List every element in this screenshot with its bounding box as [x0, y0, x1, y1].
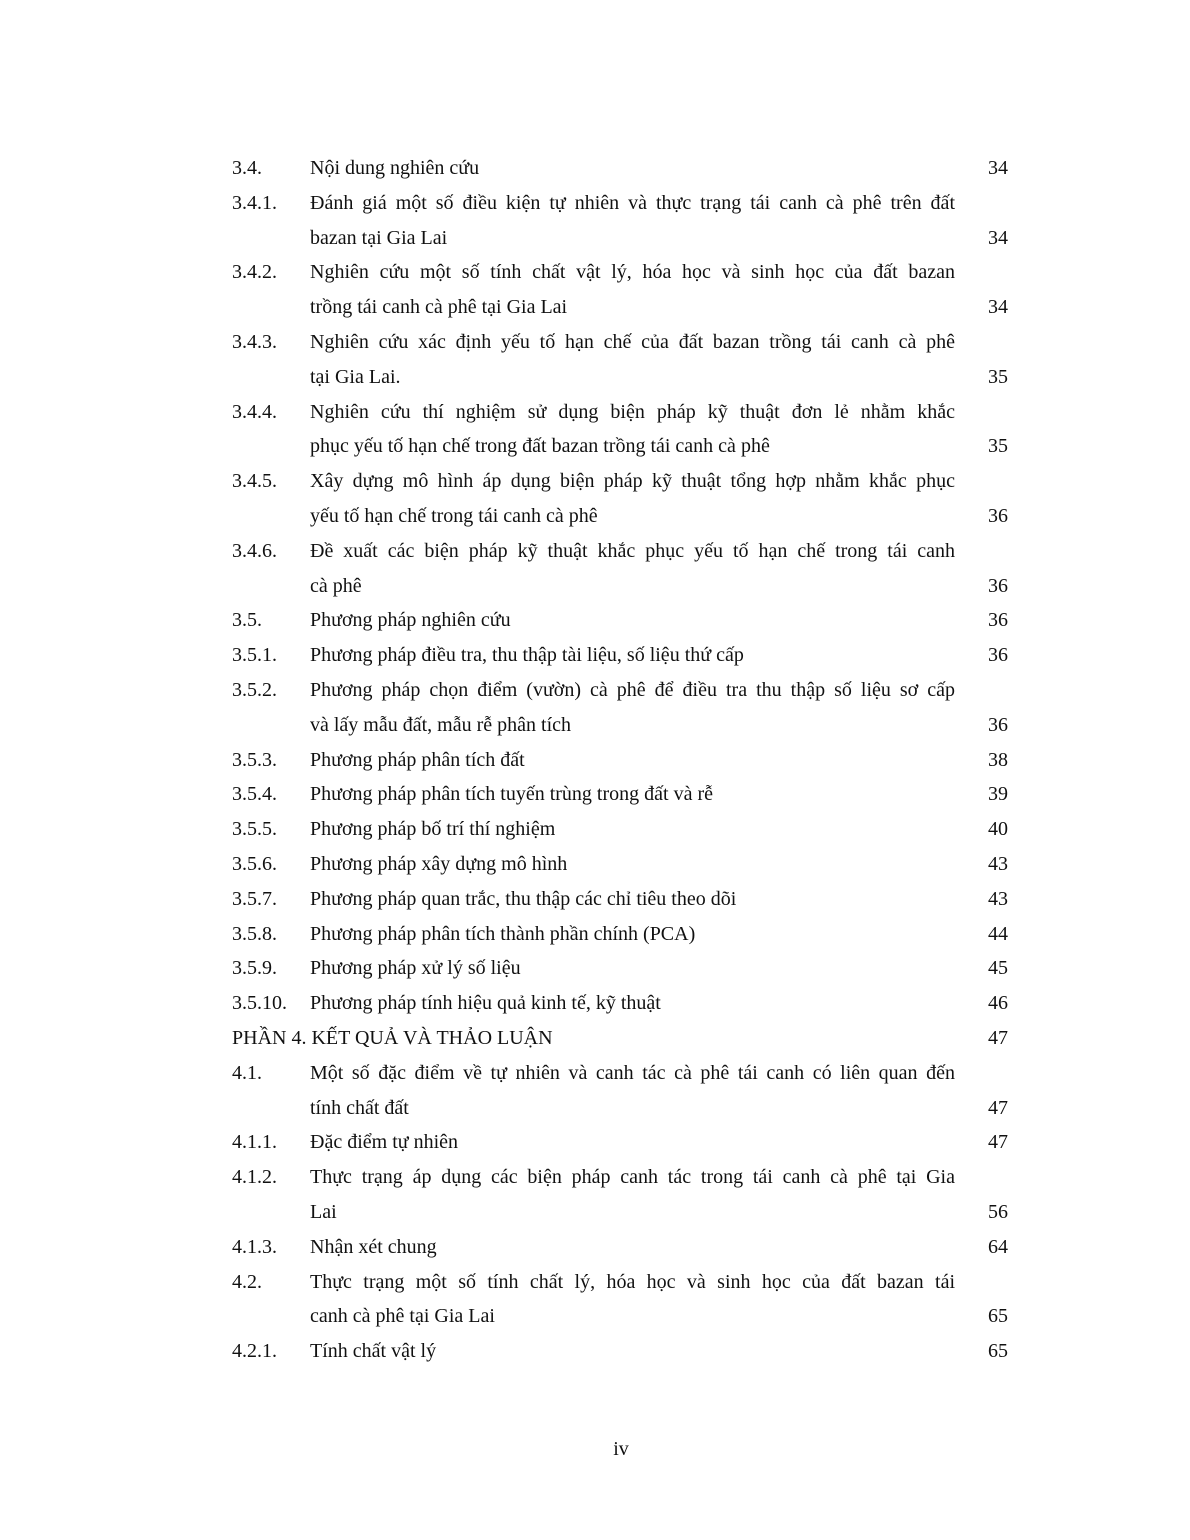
toc-section-title: và lấy mẫu đất, mẫu rễ phân tích — [310, 713, 572, 736]
toc-entry[interactable] — [232, 464, 1012, 534]
toc-section-title: Phương pháp bố trí thí nghiệm — [310, 818, 556, 841]
toc-entry[interactable] — [232, 603, 1012, 638]
toc-entry-line — [232, 1299, 1012, 1334]
toc-page-number: 46 — [988, 992, 1008, 1015]
toc-page-number: 44 — [988, 922, 1008, 945]
toc-entry-line — [232, 151, 1012, 186]
toc-entry[interactable] — [232, 534, 1012, 604]
toc-section-number: 3.5. — [232, 609, 262, 632]
toc-page-number: 47 — [988, 1131, 1008, 1154]
toc-entry[interactable] — [232, 1125, 1012, 1160]
toc-section-title: tính chất đất — [310, 1096, 409, 1119]
toc-page-number: 34 — [988, 226, 1008, 249]
toc-section-title: cà phê — [310, 574, 362, 597]
toc-page-number: 36 — [988, 609, 1008, 632]
toc-section-title: trồng tái canh cà phê tại Gia Lai — [310, 296, 568, 319]
toc-entry-line — [232, 777, 1012, 812]
toc-entry[interactable] — [232, 882, 1012, 917]
toc-page-number: 34 — [988, 296, 1008, 319]
toc-page-number: 45 — [988, 957, 1008, 980]
toc-page-number: 40 — [988, 818, 1008, 841]
toc-entry-line — [232, 1195, 1012, 1230]
toc-page-number: 43 — [988, 887, 1008, 910]
toc-entry-line — [232, 429, 1012, 464]
toc-entry-line — [232, 1091, 1012, 1126]
toc-entry-line — [232, 812, 1012, 847]
toc-entry[interactable] — [232, 395, 1012, 465]
toc-entry[interactable] — [232, 1021, 1012, 1056]
toc-section-title: Nghiên cứu thí nghiệm sử dụng biện pháp kỹ thuật đơn lẻ nhằm khắc — [310, 400, 955, 423]
toc-entry[interactable] — [232, 1265, 1012, 1335]
toc-entry[interactable] — [232, 186, 1012, 256]
toc-page-number: 36 — [988, 504, 1008, 527]
toc-section-number: 3.5.8. — [232, 922, 277, 945]
toc-entry[interactable] — [232, 951, 1012, 986]
toc-section-title: Phương pháp xây dựng mô hình — [310, 852, 568, 875]
toc-section-title: Phương pháp phân tích thành phần chính (PCA) — [310, 922, 696, 945]
toc-section-title: Đánh giá một số điều kiện tự nhiên và thực trạng tái canh cà phê trên đất — [310, 191, 955, 214]
toc-page-number: 38 — [988, 748, 1008, 771]
toc-entry-line — [232, 1125, 1012, 1160]
toc-entry-line — [232, 847, 1012, 882]
toc-entry-line — [232, 673, 1012, 708]
toc-entry[interactable] — [232, 743, 1012, 778]
toc-page-number: 43 — [988, 852, 1008, 875]
toc-section-number: 3.4.4. — [232, 400, 277, 423]
toc-section-title: Phương pháp xử lý số liệu — [310, 957, 521, 980]
toc-section-title: bazan tại Gia Lai — [310, 226, 448, 249]
toc-section-number: 4.2. — [232, 1270, 262, 1293]
toc-section-title: canh cà phê tại Gia Lai — [310, 1305, 495, 1328]
toc-entry-line — [232, 1265, 1012, 1300]
toc-section-title: Đề xuất các biện pháp kỹ thuật khắc phục yếu tố hạn chế trong tái canh — [310, 539, 955, 562]
toc-page-number: 36 — [988, 644, 1008, 667]
toc-section-title: Lai — [310, 1200, 337, 1223]
toc-entry-line — [232, 360, 1012, 395]
toc-entry-line — [232, 638, 1012, 673]
toc-entry[interactable] — [232, 151, 1012, 186]
toc-page-number: 36 — [988, 574, 1008, 597]
toc-entry-line — [232, 1056, 1012, 1091]
toc-page-number: 47 — [988, 1026, 1008, 1049]
toc-entry[interactable] — [232, 1230, 1012, 1265]
toc-page-number: 39 — [988, 783, 1008, 806]
toc-entry[interactable] — [232, 673, 1012, 743]
toc-entry-line — [232, 186, 1012, 221]
toc-section-title: Phương pháp điều tra, thu thập tài liệu, số liệu thứ cấp — [310, 644, 744, 667]
toc-entry-line — [232, 325, 1012, 360]
toc-page-number: 47 — [988, 1096, 1008, 1119]
toc-section-number: 3.5.3. — [232, 748, 277, 771]
table-of-contents — [232, 151, 1012, 1369]
toc-section-title: Nhận xét chung — [310, 1235, 437, 1258]
toc-section-number: 4.1.2. — [232, 1166, 277, 1189]
toc-entry-line — [232, 221, 1012, 256]
toc-entry-line — [232, 882, 1012, 917]
toc-entry[interactable] — [232, 986, 1012, 1021]
toc-entry[interactable] — [232, 777, 1012, 812]
toc-section-title: Thực trạng một số tính chất lý, hóa học và sinh học của đất bazan tái — [310, 1270, 955, 1293]
toc-section-title: Tính chất vật lý — [310, 1340, 437, 1363]
toc-entry-line — [232, 534, 1012, 569]
toc-section-title: Phương pháp quan trắc, thu thập các chỉ tiêu theo dõi — [310, 887, 737, 910]
toc-entry-line — [232, 917, 1012, 952]
toc-section-number: 3.4.1. — [232, 191, 277, 214]
toc-section-number: 3.5.2. — [232, 678, 277, 701]
toc-section-number: 3.5.6. — [232, 852, 277, 875]
toc-entry-line — [232, 1334, 1012, 1369]
toc-entry-line — [232, 395, 1012, 430]
toc-entry-line — [232, 290, 1012, 325]
toc-section-number: 3.5.1. — [232, 644, 277, 667]
toc-entry-line — [232, 499, 1012, 534]
toc-entry[interactable] — [232, 638, 1012, 673]
toc-section-title: phục yếu tố hạn chế trong đất bazan trồng tái canh cà phê — [310, 435, 770, 458]
toc-entry-line — [232, 464, 1012, 499]
toc-section-number: 3.4.2. — [232, 261, 277, 284]
toc-entry-line — [232, 255, 1012, 290]
toc-section-title: Nghiên cứu một số tính chất vật lý, hóa học và sinh học của đất bazan — [310, 261, 955, 284]
toc-section-title: Một số đặc điểm về tự nhiên và canh tác cà phê tái canh có liên quan đến — [310, 1061, 955, 1084]
toc-entry[interactable] — [232, 255, 1012, 325]
toc-entry-line — [232, 951, 1012, 986]
toc-page-number: 65 — [988, 1305, 1008, 1328]
toc-section-title: Phương pháp tính hiệu quả kinh tế, kỹ thuật — [310, 992, 661, 1015]
toc-section-title: Phương pháp nghiên cứu — [310, 609, 511, 632]
toc-section-title: Đặc điểm tự nhiên — [310, 1131, 459, 1154]
toc-entry-line — [232, 1160, 1012, 1195]
toc-page-number: 34 — [988, 157, 1008, 179]
toc-entry[interactable] — [232, 325, 1012, 395]
toc-section-number: 4.2.1. — [232, 1340, 277, 1363]
toc-section-title: yếu tố hạn chế trong tái canh cà phê — [310, 504, 598, 527]
toc-entry[interactable] — [232, 1334, 1012, 1369]
toc-entry-line — [232, 743, 1012, 778]
toc-section-title: Phương pháp phân tích đất — [310, 748, 525, 771]
toc-entry-line — [232, 569, 1012, 604]
toc-page-number: 64 — [988, 1235, 1008, 1258]
toc-section-number: 3.5.9. — [232, 957, 277, 980]
toc-entry-line — [232, 986, 1012, 1021]
toc-page-number: 35 — [988, 435, 1008, 458]
toc-section-title: Phương pháp phân tích tuyến trùng trong đất và rễ — [310, 783, 713, 806]
toc-entry[interactable] — [232, 917, 1012, 952]
toc-section-title: Nghiên cứu xác định yếu tố hạn chế của đất bazan trồng tái canh cà phê — [310, 330, 955, 353]
toc-entry[interactable] — [232, 1160, 1012, 1230]
toc-page-number: 65 — [988, 1340, 1008, 1363]
toc-section-number: 3.5.10. — [232, 992, 287, 1015]
toc-section-number: 3.5.7. — [232, 887, 277, 910]
toc-section-title: Nội dung nghiên cứu — [310, 157, 480, 179]
toc-page-number: 36 — [988, 713, 1008, 736]
toc-entry-line — [232, 1230, 1012, 1265]
toc-page-number: 35 — [988, 365, 1008, 388]
toc-entry[interactable] — [232, 847, 1012, 882]
toc-section-number: 4.1. — [232, 1061, 262, 1084]
toc-entry-line — [232, 1021, 1012, 1056]
toc-section-title: Thực trạng áp dụng các biện pháp canh tác trong tái canh cà phê tại Gia — [310, 1166, 955, 1189]
toc-section-number: 4.1.1. — [232, 1131, 277, 1154]
toc-section-number: 3.4.6. — [232, 539, 277, 562]
toc-section-number: 4.1.3. — [232, 1235, 277, 1258]
toc-section-title: tại Gia Lai. — [310, 365, 401, 388]
toc-section-number: 3.5.4. — [232, 783, 277, 806]
toc-section-number: 3.5.5. — [232, 818, 277, 841]
toc-page-number: 56 — [988, 1200, 1008, 1223]
page-footer-number: iv — [613, 1438, 629, 1460]
toc-entry[interactable] — [232, 812, 1012, 847]
toc-part-heading: PHẦN 4. KẾT QUẢ VÀ THẢO LUẬN — [232, 1026, 553, 1049]
toc-section-number: 3.4.3. — [232, 330, 277, 353]
toc-section-title: Xây dựng mô hình áp dụng biện pháp kỹ thuật tổng hợp nhằm khắc phục — [310, 470, 955, 493]
toc-entry[interactable] — [232, 1056, 1012, 1126]
toc-entry-line — [232, 603, 1012, 638]
toc-entry-line — [232, 708, 1012, 743]
toc-section-number: 3.4. — [232, 157, 262, 179]
toc-section-number: 3.4.5. — [232, 470, 277, 493]
toc-section-title: Phương pháp chọn điểm (vườn) cà phê để điều tra thu thập số liệu sơ cấp — [310, 678, 955, 701]
